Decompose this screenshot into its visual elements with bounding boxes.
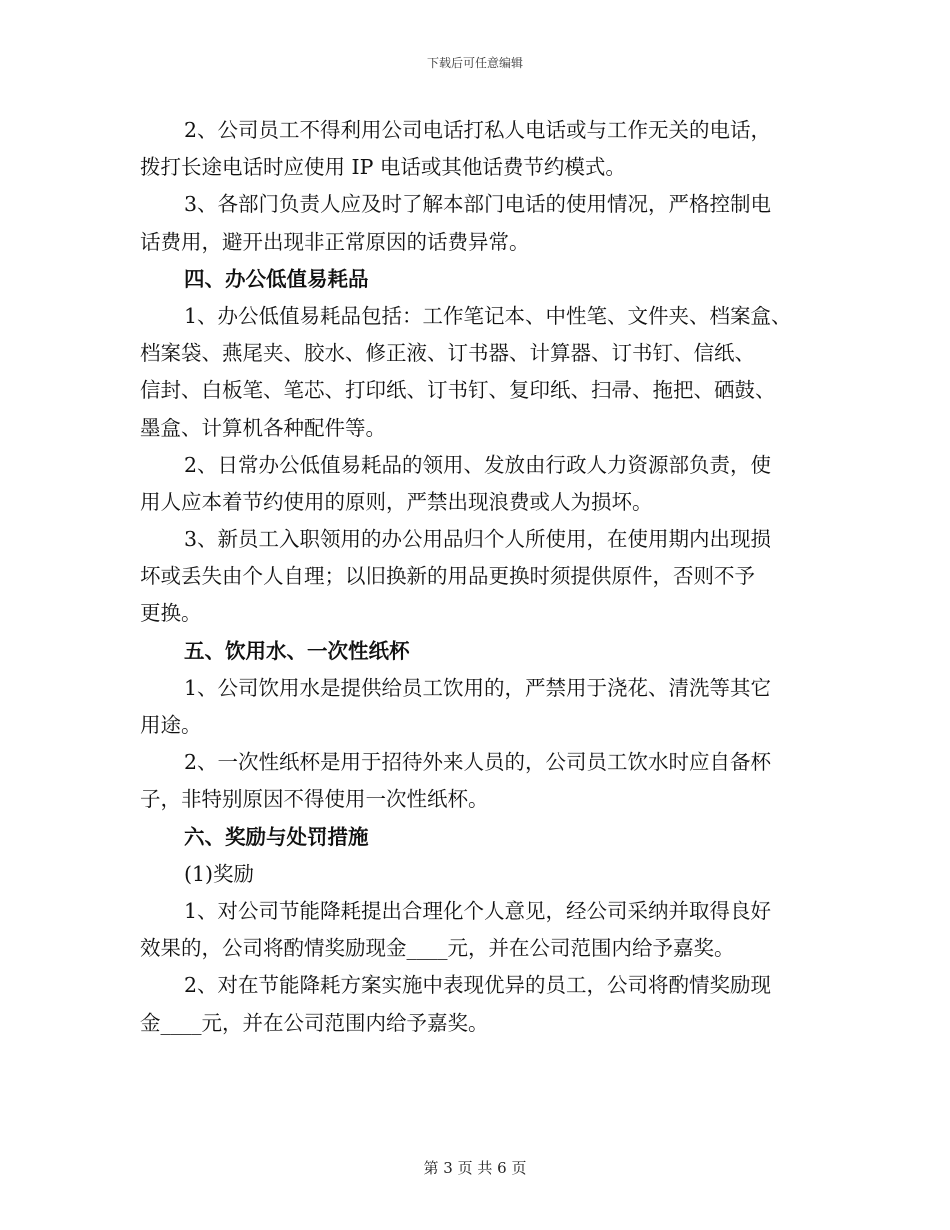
text-line: 话费用，避开出现非正常原因的话费异常。 [140, 229, 530, 254]
section-heading: 六、奖励与处罚措施 [184, 824, 369, 849]
text-line: 2、日常办公低值易耗品的领用、发放由行政人力资源部负责，使 [184, 452, 772, 477]
text-line: 1、公司饮用水是提供给员工饮用的，严禁用于浇花、清洗等其它 [184, 675, 772, 700]
text-line: (1)奖励 [184, 861, 255, 886]
text-line: 2、公司员工不得利用公司电话打私人电话或与工作无关的电话， [184, 118, 772, 142]
text-line: 金____元，并在公司范围内给予嘉奖。 [140, 1010, 489, 1035]
section-heading: 五、饮用水、一次性纸杯 [184, 638, 410, 663]
text-line: 墨盒、计算机各种配件等。 [140, 415, 386, 440]
text-line: 1、对公司节能降耗提出合理化个人意见，经公司采纳并取得良好 [184, 898, 772, 923]
page-footer: 第 3 页 共 6 页 [423, 1159, 527, 1177]
document-body [140, 112, 820, 1042]
text-line: 2、对在节能降耗方案实施中表现优异的员工，公司将酌情奖励现 [184, 973, 772, 998]
text-line: 1、办公低值易耗品包括：工作笔记本、中性笔、文件夹、档案盒、 [184, 303, 792, 328]
text-line: 用途。 [140, 713, 202, 737]
text-line: 子，非特别原因不得使用一次性纸杯。 [140, 787, 489, 812]
text-line: 拨打长途电话时应使用 IP 电话或其他话费节约模式。 [140, 155, 626, 180]
text-line: 2、一次性纸杯是用于招待外来人员的，公司员工饮水时应自备杯 [184, 750, 772, 775]
text-line: 3、新员工入职领用的办公用品归个人所使用，在使用期内出现损 [184, 527, 772, 552]
text-line: 效果的，公司将酌情奖励现金____元，并在公司范围内给予嘉奖。 [140, 936, 735, 961]
text-line: 坏或丢失由个人自理；以旧换新的用品更换时须提供原件，否则不予 [140, 564, 755, 589]
text-line: 档案袋、燕尾夹、胶水、修正液、订书器、计算器、订书钉、信纸、 [140, 341, 755, 366]
text-line: 3、各部门负责人应及时了解本部门电话的使用情况，严格控制电 [184, 192, 772, 217]
text-line: 用人应本着节约使用的原则，严禁出现浪费或人为损坏。 [140, 489, 653, 514]
text-line: 信封、白板笔、笔芯、打印纸、订书钉、复印纸、扫帚、拖把、硒鼓、 [140, 378, 776, 403]
section-heading: 四、办公低值易耗品 [184, 266, 369, 291]
text-line: 更换。 [140, 601, 202, 626]
page-header: 下载后可任意编辑 [426, 56, 523, 70]
